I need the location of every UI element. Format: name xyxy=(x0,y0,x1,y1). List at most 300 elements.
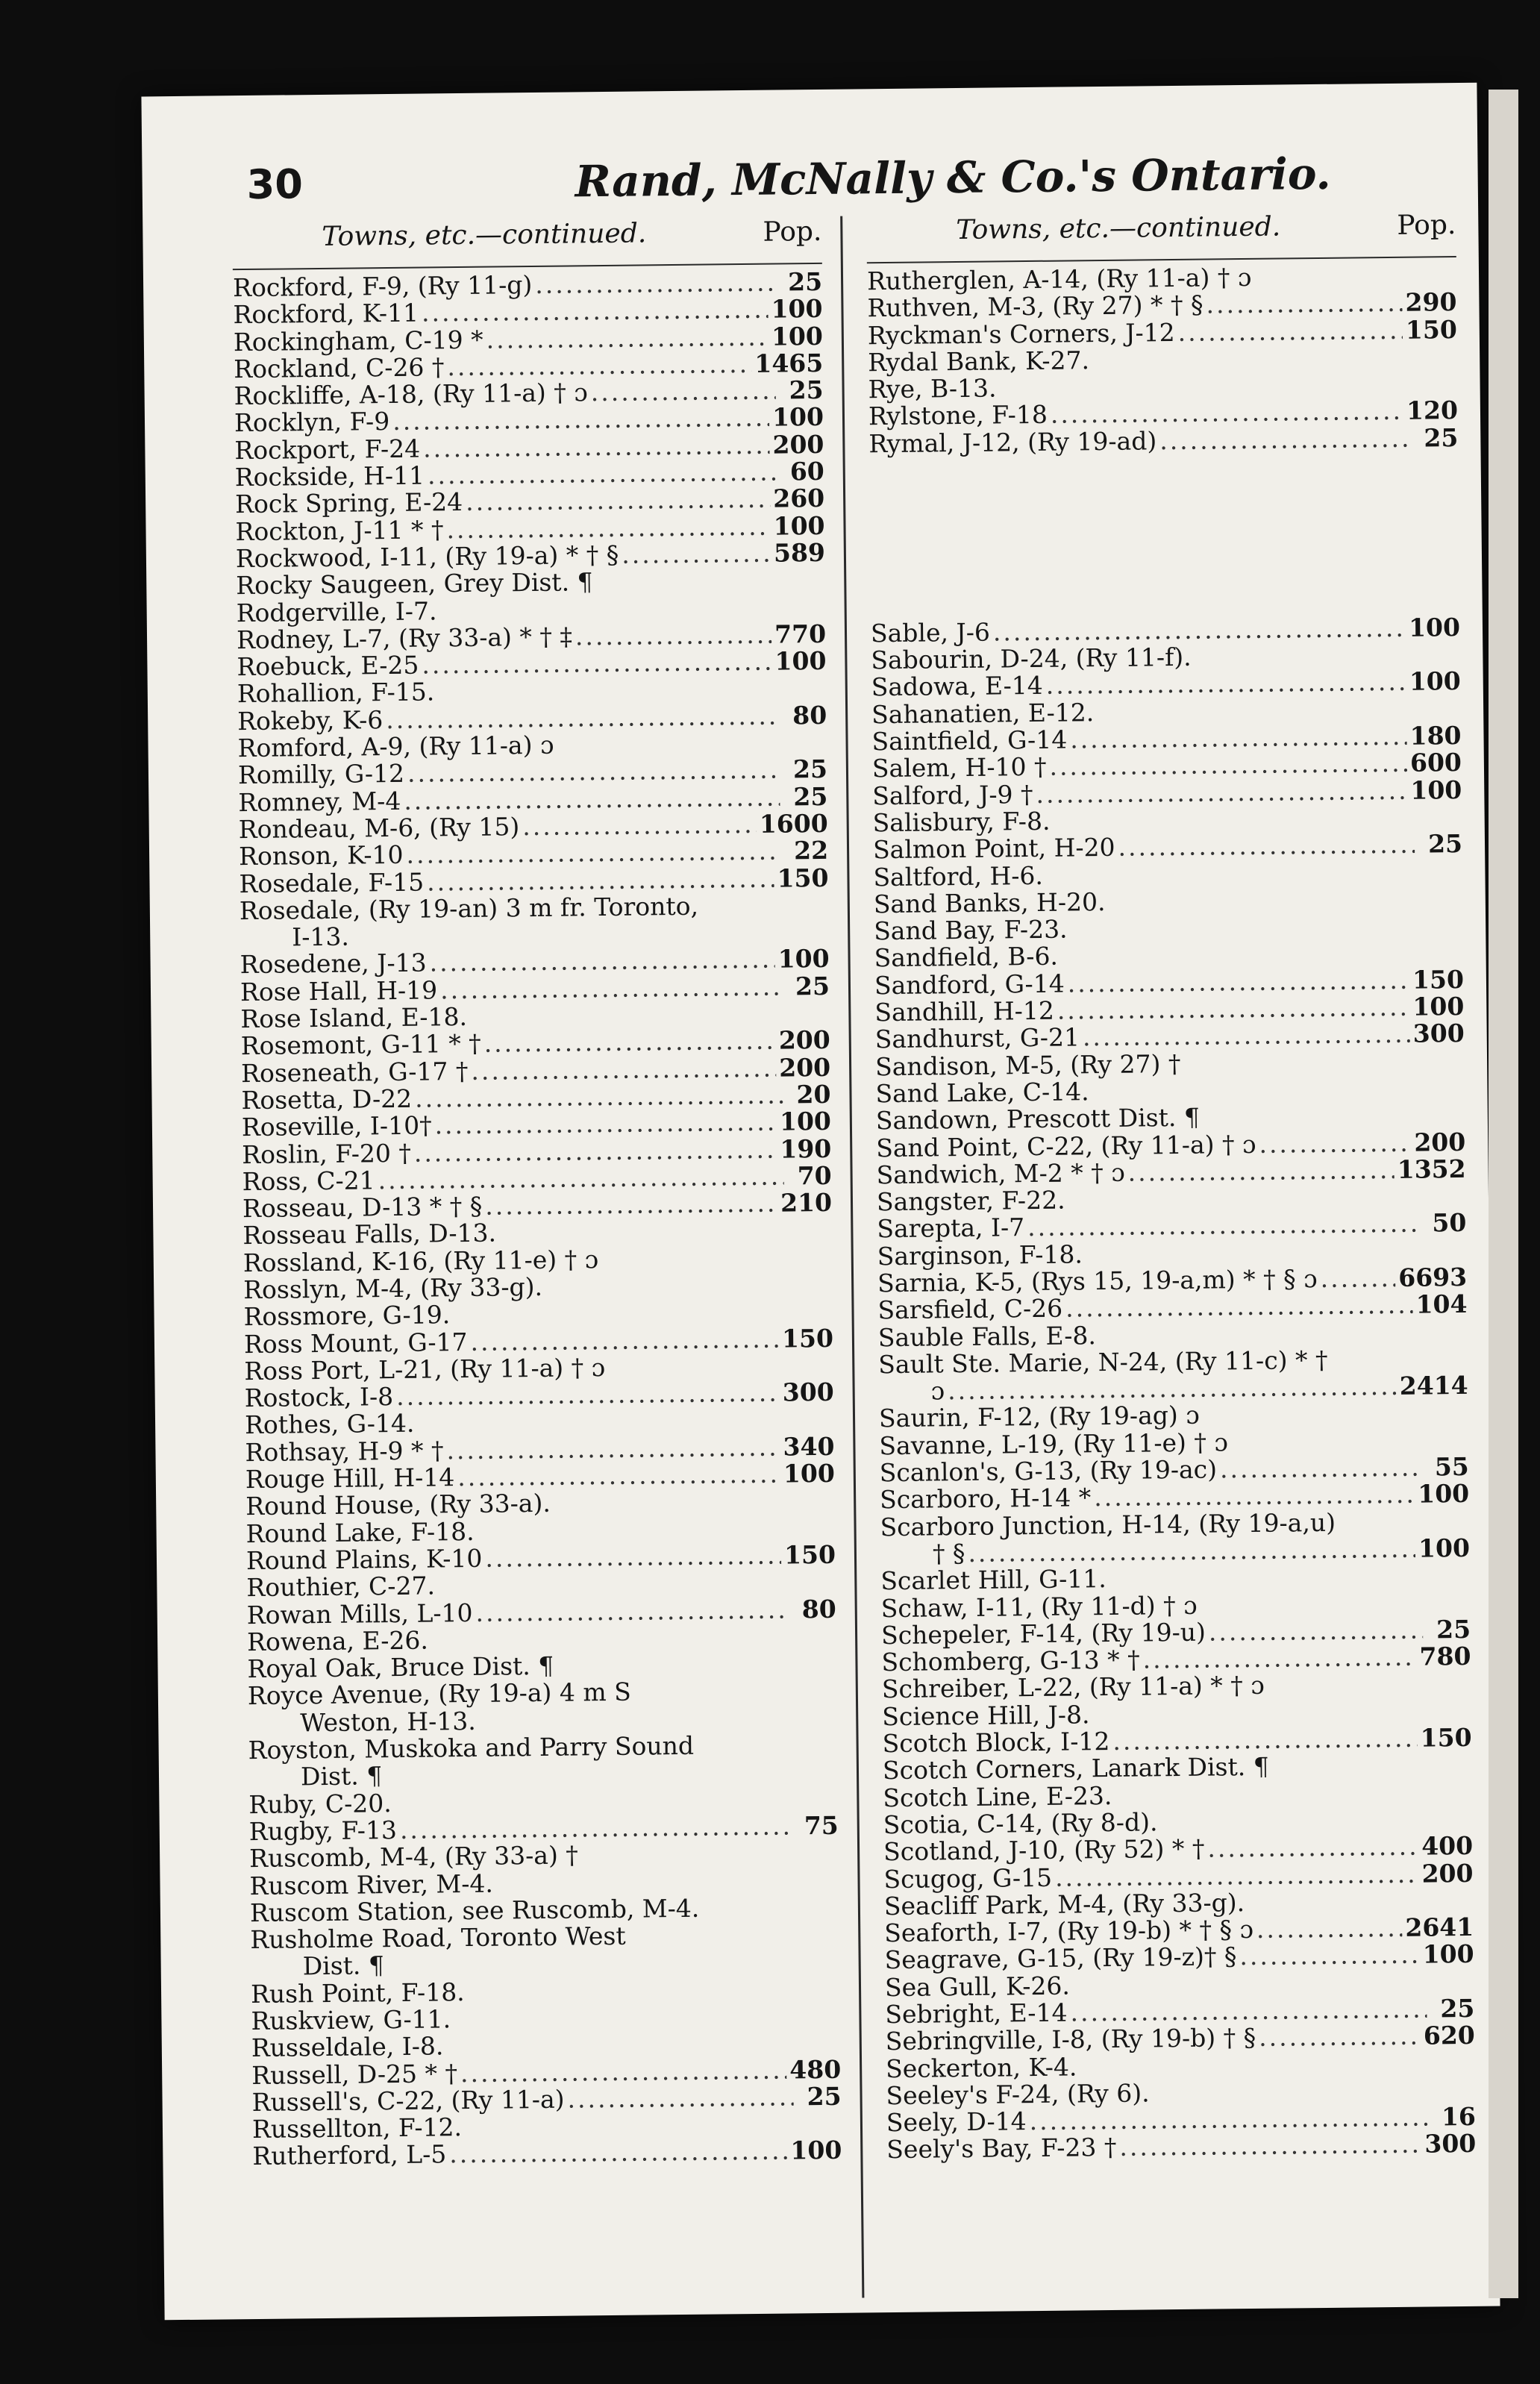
leader-dots xyxy=(1051,398,1404,428)
population: 6693 xyxy=(1398,1262,1468,1292)
place-name: Rossland, K-16, (Ry 11-e) † ɔ xyxy=(242,1244,599,1277)
population: 150 xyxy=(783,1539,836,1570)
population xyxy=(795,1996,840,1997)
place-name: Russell, D-25 * † xyxy=(251,2058,458,2090)
leader-dots xyxy=(387,1970,792,1974)
place-name: Sarepta, I-7 xyxy=(877,1213,1025,1244)
leader-dots xyxy=(1055,1860,1419,1891)
place-name: Savanne, L-19, (Ry 11-e) † ɔ xyxy=(879,1427,1229,1460)
population: 150 xyxy=(777,863,829,893)
population: 1352 xyxy=(1397,1154,1466,1184)
leader-dots xyxy=(486,323,769,353)
leader-dots xyxy=(400,1812,791,1843)
leader-dots xyxy=(1046,669,1406,699)
place-name: Ruby, C-20. xyxy=(248,1788,392,1819)
place-name: Rockland, C-26 † xyxy=(234,352,445,384)
population xyxy=(789,1319,833,1320)
population: 100 xyxy=(783,1458,836,1489)
leader-dots xyxy=(629,1943,792,1945)
place-name: Ryckman's Corners, J-12 xyxy=(867,317,1175,350)
population xyxy=(1419,960,1464,961)
place-name: Rossmore, G-19. xyxy=(243,1300,451,1332)
leader-dots xyxy=(449,2138,788,2168)
place-name: Rohallion, F-15. xyxy=(237,677,435,709)
population xyxy=(1427,1719,1471,1720)
leader-dots xyxy=(468,1997,792,2000)
leader-dots xyxy=(470,1022,782,1025)
leader-dots xyxy=(485,1542,781,1572)
leader-dots xyxy=(1036,777,1407,807)
leader-dots xyxy=(702,1915,792,1916)
place-name: Sangster, F-22. xyxy=(876,1185,1065,1217)
population xyxy=(788,1292,833,1293)
population: 180 xyxy=(1409,721,1462,751)
population: 340 xyxy=(783,1431,835,1462)
population: 100 xyxy=(1412,991,1465,1022)
population: 120 xyxy=(1406,395,1459,426)
population: 100 xyxy=(771,294,823,324)
population xyxy=(1427,1773,1472,1774)
population xyxy=(792,1671,837,1672)
population: 80 xyxy=(792,700,827,730)
place-name: Dist. ¶ xyxy=(302,1950,385,1981)
place-name: Sandhurst, G-21 xyxy=(874,1022,1080,1054)
population: 770 xyxy=(774,619,827,649)
leader-dots xyxy=(431,1645,789,1648)
population: 100 xyxy=(777,944,830,974)
population: 100 xyxy=(1409,666,1461,697)
population xyxy=(795,1915,839,1916)
place-name: Salem, H-10 † xyxy=(871,752,1047,783)
leader-dots xyxy=(1220,1454,1421,1483)
population xyxy=(1412,365,1457,366)
population: 600 xyxy=(1409,748,1462,778)
place-name: Sebringville, I-8, (Ry 19-b) † § xyxy=(885,2023,1256,2056)
list-item xyxy=(886,2130,1476,2164)
population: 100 xyxy=(1408,612,1461,642)
place-name: Saurin, F-12, (Ry 19-ag) ɔ xyxy=(878,1401,1200,1433)
place-name: Russellton, F-12. xyxy=(251,2112,463,2144)
place-name: Rockside, H-11 xyxy=(234,460,425,492)
place-name: Rockton, J-11 * † xyxy=(235,514,444,546)
place-name: Rothsay, H-9 * † xyxy=(245,1436,444,1467)
place-name: Roslin, F-20 † xyxy=(242,1138,412,1169)
page-edge xyxy=(1489,90,1518,2298)
place-name: Rockingham, C-19 * xyxy=(233,325,483,357)
place-name: Dist. ¶ xyxy=(300,1761,383,1792)
column-pop-label: Pop. xyxy=(763,216,822,248)
leader-dots xyxy=(1065,1292,1413,1322)
leader-dots xyxy=(1195,663,1413,666)
place-name: Sandhill, H-12 xyxy=(874,995,1055,1027)
population: 290 xyxy=(1405,287,1457,318)
population xyxy=(1421,1204,1466,1205)
place-name: Scarlet Hill, G-11. xyxy=(880,1564,1107,1596)
leader-dots xyxy=(1127,1157,1394,1186)
place-name: Rouge Hill, H-14 xyxy=(245,1462,455,1495)
population: 2641 xyxy=(1405,1912,1474,1942)
population xyxy=(1422,1259,1467,1260)
population: 100 xyxy=(773,510,825,541)
population: 190 xyxy=(780,1133,832,1164)
place-name: Ross, C-21 xyxy=(242,1166,375,1196)
place-name: Royal Oak, Bruce Dist. ¶ xyxy=(247,1651,554,1684)
leader-dots xyxy=(437,697,779,701)
population: 100 xyxy=(1418,1479,1470,1509)
population xyxy=(1418,879,1463,880)
place-name: Rowan Mills, L-10 xyxy=(246,1598,473,1630)
leader-dots xyxy=(392,404,769,435)
place-name: Sarginson, F-18. xyxy=(877,1239,1083,1271)
place-name: Rockwood, I-11, (Ry 19-a) * † § xyxy=(235,539,619,574)
leader-dots xyxy=(948,1373,1397,1404)
leader-dots xyxy=(701,913,781,914)
leader-dots xyxy=(396,1380,780,1410)
leader-dots xyxy=(423,431,770,462)
place-name: Romilly, G-12 xyxy=(237,759,405,790)
left-entries xyxy=(232,266,842,2171)
place-name: Roseneath, G-17 † xyxy=(240,1056,469,1088)
population xyxy=(792,1698,837,1699)
population: 25 xyxy=(789,375,824,405)
population xyxy=(789,1427,834,1428)
leader-dots xyxy=(535,269,774,298)
place-name: Schomberg, G-13 * † xyxy=(881,1645,1140,1677)
population xyxy=(1431,2098,1476,2099)
place-name: Sandford, G-14 xyxy=(874,969,1065,1000)
place-name: Sand Lake, C-14. xyxy=(875,1077,1089,1109)
place-name: Weston, H-13. xyxy=(300,1706,476,1738)
place-name: Rondeau, M-6, (Ry 15) xyxy=(238,812,520,845)
leader-dots xyxy=(470,1325,779,1355)
place-name: † § xyxy=(932,1538,965,1568)
population: 1465 xyxy=(754,348,824,378)
leader-dots xyxy=(440,973,782,1004)
place-name: Sadowa, E-14 xyxy=(871,671,1044,702)
population: 25 xyxy=(787,266,823,297)
population: 150 xyxy=(781,1323,834,1354)
place-name: Rocklyn, F-9 xyxy=(234,407,390,438)
place-name: Rockport, F-24 xyxy=(234,434,421,465)
population xyxy=(795,1888,839,1889)
right-entries xyxy=(867,262,1477,2164)
place-name: Rosedene, J-13 xyxy=(240,948,427,980)
leader-dots xyxy=(475,1596,789,1626)
leader-dots xyxy=(1054,826,1415,830)
leader-dots xyxy=(1073,1990,1427,1994)
place-name: Sea Gull, K-26. xyxy=(884,1971,1071,2002)
place-name: Rusholme Road, Toronto West xyxy=(250,1921,626,1955)
place-name: Saltford, H-6. xyxy=(873,860,1044,892)
place-name: Sand Bay, F-23. xyxy=(874,914,1068,946)
population: 260 xyxy=(773,484,825,513)
leader-dots xyxy=(596,589,778,591)
population: 100 xyxy=(1422,1939,1474,1970)
place-name: Rymal, J-12, (Ry 19-ad) xyxy=(868,426,1157,459)
place-name: Seely's Bay, F-23 † xyxy=(886,2133,1117,2165)
leader-dots xyxy=(1115,1800,1424,1803)
leader-dots xyxy=(1142,1644,1416,1674)
page-header xyxy=(246,128,1456,222)
place-name: Royce Avenue, (Ry 19-a) 4 m S xyxy=(247,1677,631,1711)
population: 300 xyxy=(1424,2129,1477,2159)
population: 100 xyxy=(790,2136,842,2165)
leader-dots xyxy=(414,1136,777,1166)
population: 25 xyxy=(807,2081,842,2112)
population: 70 xyxy=(797,1160,832,1191)
leader-dots xyxy=(385,1780,790,1785)
leader-dots xyxy=(1119,2131,1421,2161)
population: 1600 xyxy=(759,808,828,839)
place-name: Rose Island, E-18. xyxy=(240,1001,468,1034)
leader-dots xyxy=(1239,1942,1420,1971)
place-name: Rocky Saugeen, Grey Dist. ¶ xyxy=(236,567,593,601)
place-name: Rosseau Falls, D-13. xyxy=(242,1218,497,1251)
leader-dots xyxy=(395,1807,791,1812)
place-name: Routhier, C-27. xyxy=(246,1571,436,1603)
place-name: Saintfield, G-14 xyxy=(871,725,1068,757)
leader-dots xyxy=(447,2051,793,2055)
population: 589 xyxy=(773,537,826,568)
place-name: Sault Ste. Marie, N-24, (Ry 11-c) * † xyxy=(878,1345,1328,1380)
leader-dots xyxy=(1272,1774,1424,1775)
place-name: Rutherford, L-5 xyxy=(252,2139,447,2171)
place-name: Seaforth, I-7, (Ry 19-b) * † § ɔ xyxy=(884,1915,1254,1948)
leader-dots xyxy=(1201,1611,1423,1613)
population: 25 xyxy=(1440,1993,1475,2024)
place-name: Ronson, K-10 xyxy=(238,840,404,872)
place-name: Rockford, F-9, (Ry 11-g) xyxy=(232,269,533,303)
leader-dots xyxy=(1092,1097,1418,1101)
population: 150 xyxy=(1420,1722,1472,1753)
population: 20 xyxy=(796,1079,831,1110)
leader-dots xyxy=(1071,934,1416,938)
place-name: Sandison, M-5, (Ry 27) † xyxy=(874,1048,1181,1081)
page-title: Rand, McNally & Co.'s Ontario. xyxy=(575,148,1331,207)
place-name: Sand Point, C-22, (Ry 11-a) † ɔ xyxy=(876,1129,1256,1163)
place-name: Rothes, G-14. xyxy=(244,1409,415,1440)
place-name: Science Hill, J-8. xyxy=(882,1699,1090,1731)
population: 480 xyxy=(789,2054,842,2085)
leader-dots xyxy=(484,1027,777,1057)
leader-dots xyxy=(446,1433,780,1464)
place-name: Sahanatien, E-12. xyxy=(871,697,1095,729)
place-name: Roseville, I-10† xyxy=(241,1110,432,1142)
leader-dots xyxy=(440,616,778,619)
leader-dots xyxy=(1254,284,1409,286)
place-name: Sebright, E-14 xyxy=(885,1997,1068,2030)
population xyxy=(1418,933,1463,934)
place-name: Sandfield, B-6. xyxy=(874,942,1059,973)
population xyxy=(1416,717,1461,718)
left-column-header xyxy=(232,216,822,270)
population: 25 xyxy=(1424,422,1459,453)
population: 200 xyxy=(1414,1127,1466,1157)
population xyxy=(791,1590,836,1591)
place-name: Ruscomb, M-4, (Ry 33-a) † xyxy=(248,1840,579,1874)
leader-dots xyxy=(1092,366,1409,369)
leader-dots xyxy=(1248,1909,1426,1910)
population xyxy=(792,1726,837,1727)
leader-dots xyxy=(417,1428,786,1432)
leader-dots xyxy=(581,1862,791,1864)
leader-dots xyxy=(1057,994,1410,1024)
place-name: Seckerton, K-4. xyxy=(885,2052,1077,2083)
population: 200 xyxy=(779,1052,831,1083)
leader-dots xyxy=(447,351,751,381)
leader-dots xyxy=(1259,2023,1421,2051)
population: 100 xyxy=(779,1107,832,1136)
place-name: Rugby, F-13 xyxy=(248,1815,398,1846)
place-name: Seely, D-14 xyxy=(886,2106,1027,2138)
place-name: Salford, J-9 † xyxy=(872,779,1033,810)
leader-dots xyxy=(454,2024,792,2027)
leader-dots xyxy=(499,1239,784,1242)
left-column xyxy=(232,216,842,2171)
column-title: Towns, etc.—continued. xyxy=(956,211,1281,246)
place-name: Ruscom Station, see Ruscomb, M-4. xyxy=(249,1893,700,1927)
leader-dots xyxy=(466,486,771,516)
population: 300 xyxy=(782,1377,834,1407)
leader-dots xyxy=(1231,1448,1421,1451)
population: 200 xyxy=(778,1025,830,1055)
population xyxy=(794,1861,839,1862)
leader-dots xyxy=(465,2133,794,2136)
population: 100 xyxy=(774,646,827,676)
leader-dots xyxy=(1207,1833,1418,1862)
leader-dots xyxy=(422,296,769,327)
leader-dots xyxy=(1046,880,1415,883)
place-name: Roebuck, E-25 xyxy=(237,650,419,682)
place-name: Ross Port, L-21, (Ry 11-a) † ɔ xyxy=(244,1352,606,1386)
population: 25 xyxy=(793,781,828,811)
leader-dots xyxy=(1083,1021,1410,1051)
population: 300 xyxy=(1412,1019,1465,1048)
place-name: Rose Hall, H-19 xyxy=(240,975,438,1007)
leader-dots xyxy=(378,1163,783,1194)
leader-dots xyxy=(634,1699,789,1701)
place-name: Rowena, E-26. xyxy=(246,1625,429,1656)
leader-dots xyxy=(1112,1725,1418,1755)
leader-dots xyxy=(1070,723,1407,754)
population: 104 xyxy=(1415,1289,1468,1319)
place-name: ɔ xyxy=(930,1376,945,1406)
population: 25 xyxy=(795,971,830,1001)
place-name: Sarnia, K-5, (Rys 15, 19-a,m) * † § ɔ xyxy=(877,1264,1318,1298)
leader-dots xyxy=(352,941,781,945)
place-name: Round House, (Ry 33-a). xyxy=(245,1489,551,1521)
population xyxy=(795,1969,840,1970)
place-name: Rosetta, D-22 xyxy=(241,1083,413,1116)
place-name: Russell's, C-22, (Ry 11-a) xyxy=(251,2084,565,2117)
leader-dots xyxy=(479,1726,790,1729)
leader-dots xyxy=(1109,1584,1423,1587)
leader-dots xyxy=(608,1374,786,1375)
place-name: Salmon Point, H-20 xyxy=(872,833,1115,865)
leader-dots xyxy=(1080,2071,1427,2075)
leader-dots xyxy=(1068,966,1410,997)
population: 400 xyxy=(1421,1831,1474,1861)
leader-dots xyxy=(1000,392,1410,397)
place-name: Rydal Bank, K-27. xyxy=(868,345,1090,378)
leader-dots xyxy=(1070,1996,1427,2027)
leader-dots xyxy=(1086,1259,1419,1263)
leader-dots xyxy=(460,2056,787,2087)
leader-dots xyxy=(428,459,777,489)
place-name: Royston, Muskoka and Parry Sound xyxy=(248,1730,695,1765)
place-name: Rodney, L-7, (Ry 33-a) * † ‡ xyxy=(236,622,573,655)
population: 55 xyxy=(1434,1451,1469,1482)
place-name: Sandown, Prescott Dist. ¶ xyxy=(875,1102,1201,1136)
leader-dots xyxy=(1068,1205,1418,1209)
leader-dots xyxy=(575,622,772,651)
population: 22 xyxy=(793,836,829,866)
right-column xyxy=(866,210,1476,2164)
population xyxy=(782,696,827,697)
place-name: Rock Spring, E-24 xyxy=(234,487,463,519)
leader-dots xyxy=(554,1509,787,1512)
leader-dots xyxy=(496,1889,792,1892)
population xyxy=(796,2050,841,2051)
population xyxy=(1426,1610,1471,1611)
population xyxy=(784,913,829,914)
leader-dots xyxy=(557,751,780,754)
leader-dots xyxy=(1206,290,1402,319)
place-name: Rush Point, F-18. xyxy=(250,1977,465,2009)
leader-dots xyxy=(1159,425,1410,454)
population xyxy=(1423,1367,1468,1368)
population: 150 xyxy=(1405,314,1458,345)
place-name: Russeldale, I-8. xyxy=(251,2031,444,2063)
place-name: Sandwich, M-2 * † ɔ xyxy=(876,1157,1125,1190)
leader-dots xyxy=(1029,2104,1428,2136)
place-name: Seeley's F-24, (Ry 6). xyxy=(886,2078,1150,2111)
population: 25 xyxy=(1436,1614,1471,1645)
leader-dots xyxy=(407,757,780,787)
population: 150 xyxy=(1412,964,1465,995)
population xyxy=(1427,1800,1472,1801)
list-item xyxy=(252,2137,842,2171)
population: 780 xyxy=(1419,1642,1471,1671)
leader-dots xyxy=(557,1672,789,1674)
place-name: Salisbury, F-8. xyxy=(872,806,1051,838)
population: 25 xyxy=(792,754,828,784)
leader-dots xyxy=(386,702,779,733)
place-name: Romford, A-9, (Ry 11-a) ɔ xyxy=(237,730,554,763)
leader-dots xyxy=(404,783,780,814)
place-name: Scarboro Junction, H-14, (Ry 19-a,u) xyxy=(880,1507,1336,1542)
leader-dots xyxy=(545,1292,785,1295)
place-name: Rostock, I-8 xyxy=(244,1382,394,1413)
place-name: Scotia, C-14, (Ry 8-d). xyxy=(883,1807,1158,1840)
place-name: Scotch Line, E-23. xyxy=(883,1780,1112,1812)
population xyxy=(1430,1990,1474,1991)
leader-dots xyxy=(1256,1915,1403,1943)
page-number: 30 xyxy=(246,160,304,208)
leader-dots xyxy=(567,2083,793,2112)
place-name: Schreiber, L-22, (Ry 11-a) * † ɔ xyxy=(881,1671,1265,1704)
population xyxy=(788,1265,833,1266)
population: 100 xyxy=(1418,1533,1471,1563)
place-name: Round Lake, F-18. xyxy=(245,1516,475,1548)
population xyxy=(794,1806,839,1807)
place-name: Rosedale, (Ry 19-an) 3 m fr. Toronto, xyxy=(239,891,699,925)
leader-dots xyxy=(1203,1124,1418,1126)
place-name: Scarboro, H-14 * xyxy=(879,1483,1092,1515)
place-name: Ruskview, G-11. xyxy=(251,2004,451,2036)
leader-dots xyxy=(429,946,774,977)
leader-dots xyxy=(1153,2098,1428,2101)
